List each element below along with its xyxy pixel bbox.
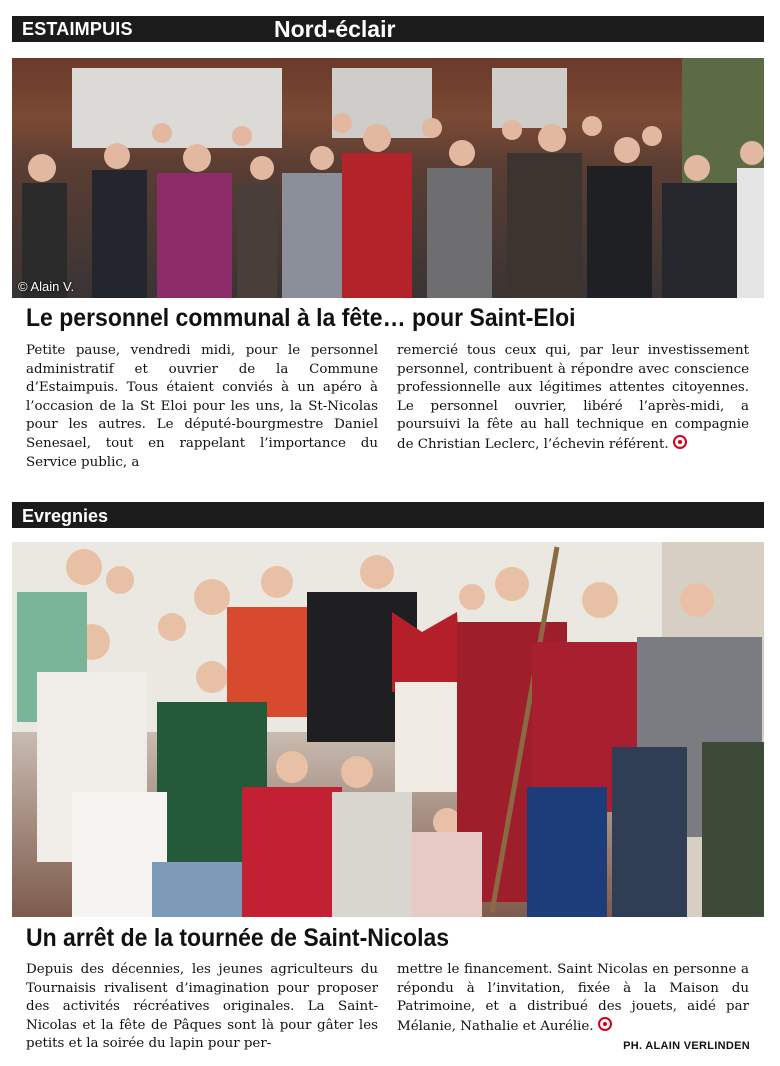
article1-column-2 [397,342,749,455]
section-header-bar-2 [12,502,764,528]
article1-column-2-text: remercié tous ceux qui, par leur investissement personnel, contribuent à répondre avec conscience professionnelle aux légitimes attentes citoyennes. Le personnel ouvrier, libéré l’après-midi, a poursuivi la fête au hall technique en compagnie de Christian Leclerc, l’échevin référent. [397,343,749,452]
article2-column-1: Depuis des décennies, les jeunes agriculteurs du Tournaisis rivalisent d’imagination pour proposer des activités récréatives originales. La Saint-Nicolas et la fête de Pâques sont là pour gâter les petits et la soirée du lapin pour per- [26,962,378,1052]
article2-column-2-text: mettre le financement. Saint Nicolas en personne a répondu à l’invitation, fixée à la Maison du Patrimoine, et a distribué des jouets, aidé par Mélanie, Nathalie et Aurélie. [397,962,749,1034]
group-photo-staff [12,58,764,298]
article2-column-2 [397,961,749,1036]
section-label-2: Evregnies [22,506,109,526]
group-photo-saint-nicolas [12,542,764,917]
article1-headline: Le personnel communal à la fête… pour Saint-Eloi [26,304,576,332]
photo-credit-2: PH. ALAIN VERLINDEN [623,1040,750,1052]
article2-photo [12,542,764,917]
article1-photo [12,58,764,298]
article2-headline: Un arrêt de la tournée de Saint-Nicolas [26,924,450,952]
end-of-article-icon [598,1017,612,1031]
section-label: ESTAIMPUIS [22,19,133,39]
end-of-article-icon [673,435,687,449]
photo-credit: © Alain V. [18,279,75,294]
section-header-bar [12,16,764,42]
masthead: Nord-éclair [274,16,396,42]
article1-column-1: Petite pause, vendredi midi, pour le personnel administratif et ouvrier de la Commune d’Estaimpuis. Tous étaient conviés à un apéro à l’occasion de la St Eloi pour les uns, la St-Nicolas pour les autres. Le député-bourgmestre Daniel Senesael, tout en rappelant l’importance du Service public, a [26,343,378,470]
